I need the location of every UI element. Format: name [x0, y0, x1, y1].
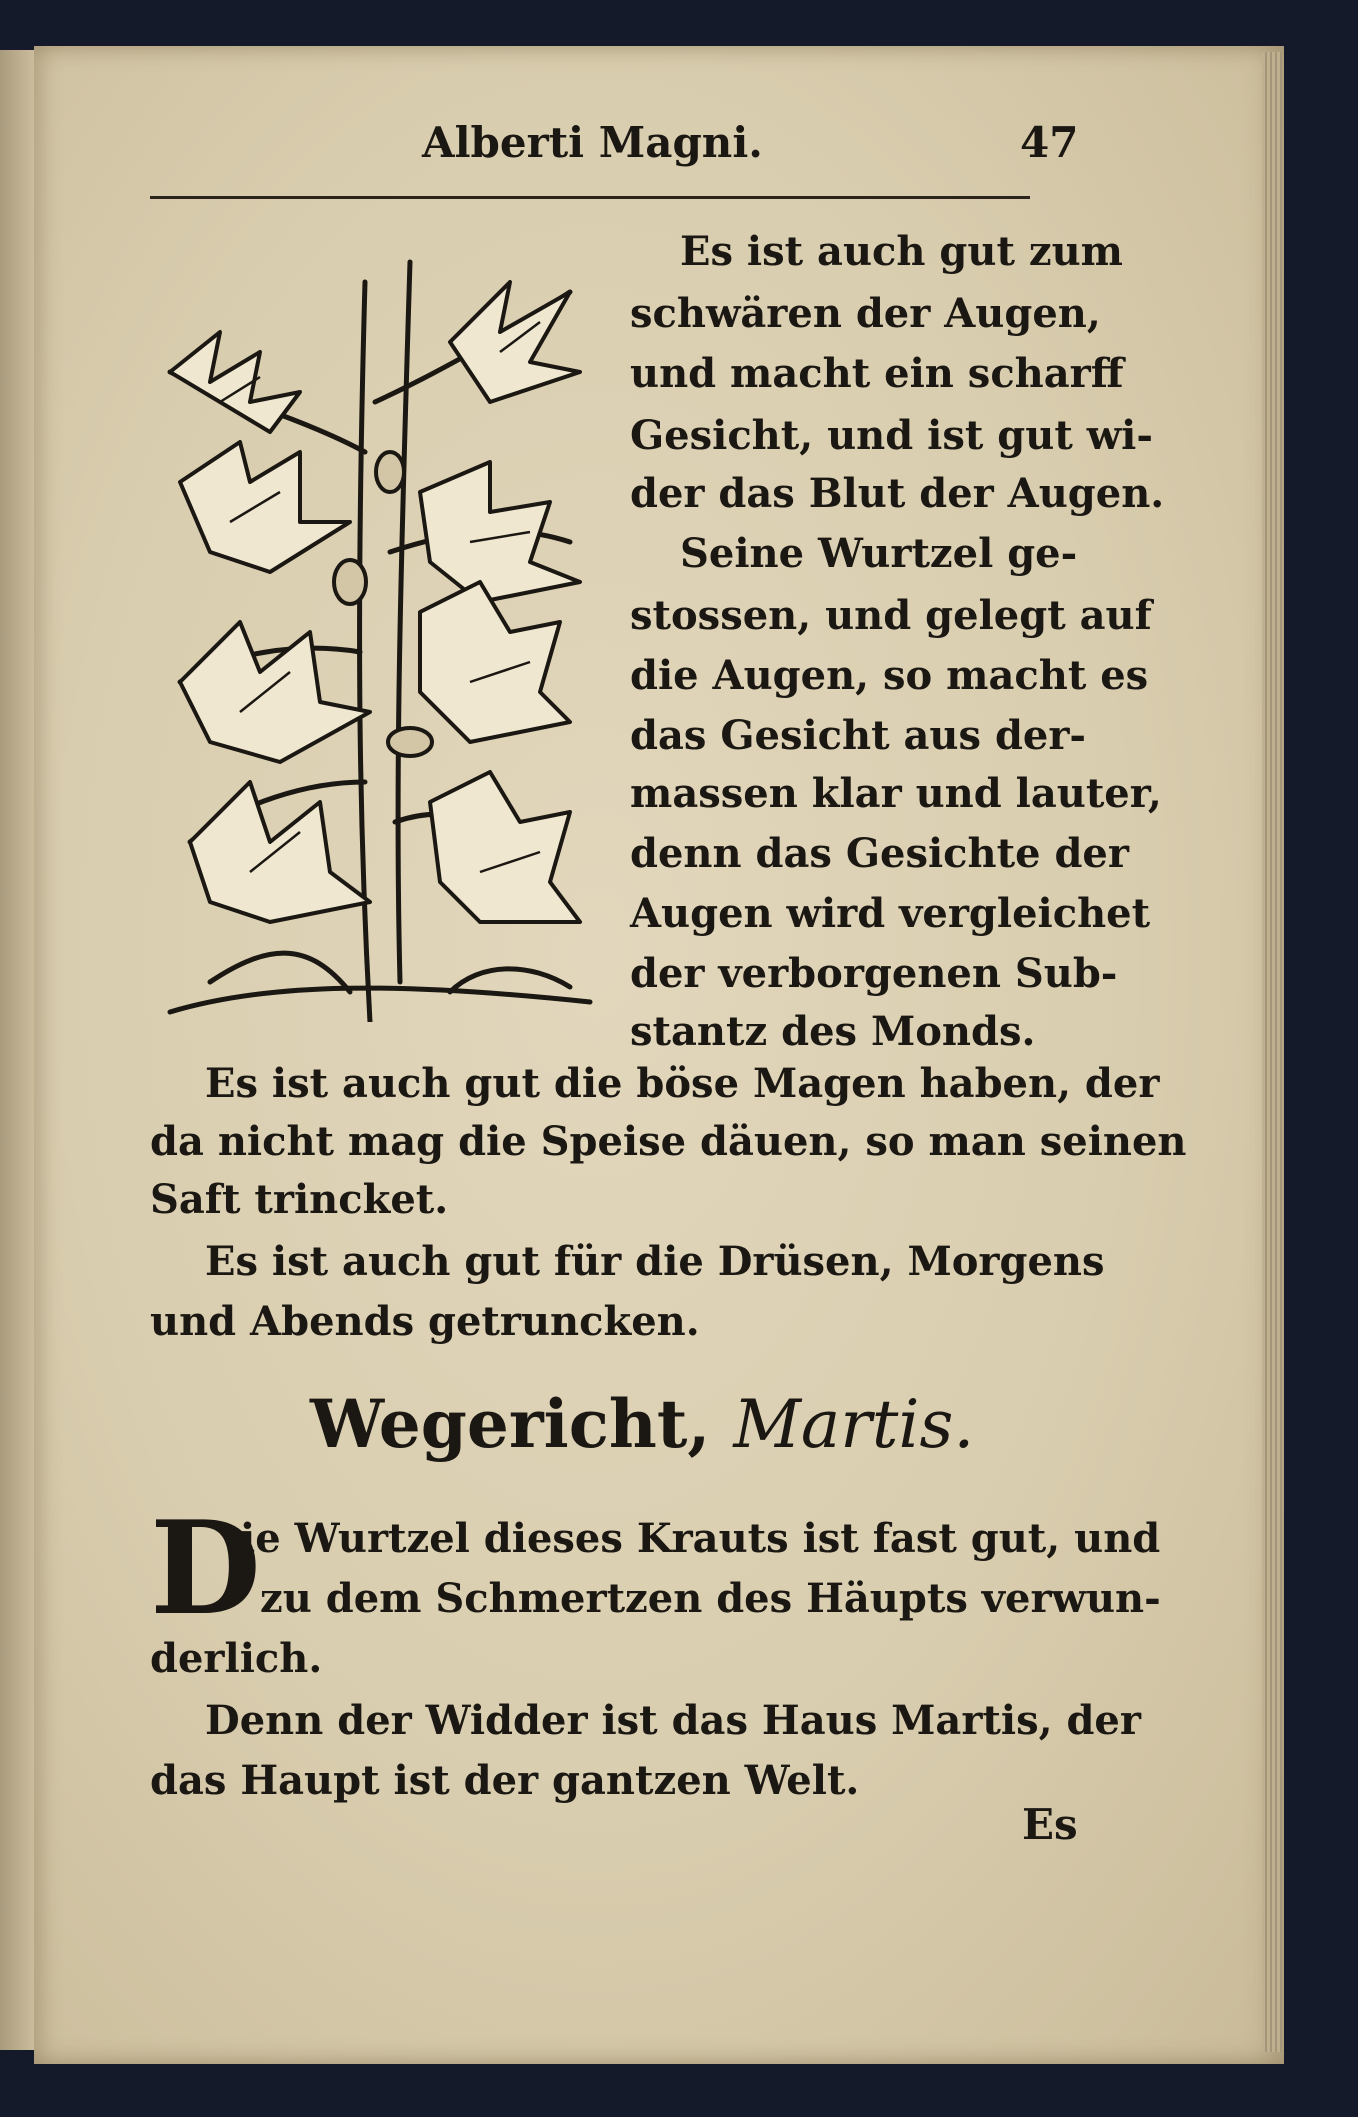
text-line: der das Blut der Augen.	[630, 470, 1165, 517]
section-heading	[310, 1385, 974, 1463]
text-line: zu dem Schmertzen des Häupts verwun-	[260, 1575, 1161, 1622]
text-line: und macht ein scharff	[630, 350, 1124, 397]
text-line: denn das Gesichte der	[630, 830, 1129, 877]
text-line: Es ist auch gut zum	[680, 228, 1123, 275]
running-header: Alberti Magni.	[422, 118, 763, 167]
text-line: massen klar und lauter,	[630, 770, 1162, 817]
text-line: das Haupt ist der gantzen Welt.	[150, 1757, 860, 1804]
text-line: der verborgenen Sub-	[630, 950, 1118, 997]
facing-page-edge	[0, 50, 34, 2050]
page-fore-edge	[1262, 52, 1282, 2052]
header-rule	[150, 196, 1030, 199]
text-line: und Abends getruncken.	[150, 1298, 700, 1345]
text-line: stantz des Monds.	[630, 1008, 1036, 1055]
catchword: Es	[1022, 1800, 1078, 1849]
text-line: da nicht mag die Speise däuen, so man seinen	[150, 1118, 1187, 1165]
text-line: Seine Wurtzel ge-	[680, 530, 1078, 577]
heading-german: Wegericht,	[310, 1385, 711, 1463]
text-line: stossen, und gelegt auf	[630, 592, 1152, 639]
text-line: Gesicht, und ist gut wi-	[630, 412, 1153, 459]
drop-capital: D	[150, 1494, 261, 1644]
heading-latin: Martis.	[733, 1386, 975, 1463]
text-line: Es ist auch gut für die Drüsen, Morgens	[205, 1238, 1105, 1285]
text-line: ie Wurtzel dieses Krauts ist fast gut, und	[240, 1515, 1161, 1562]
text-line: das Gesicht aus der-	[630, 712, 1087, 759]
text-line: Denn der Widder ist das Haus Martis, der	[205, 1697, 1141, 1744]
text-line: Es ist auch gut die böse Magen haben, der	[205, 1060, 1160, 1107]
text-line: derlich.	[150, 1635, 323, 1682]
text-line: schwären der Augen,	[630, 290, 1101, 337]
text-line: Saft trincket.	[150, 1176, 449, 1223]
page-number: 47	[1020, 118, 1079, 167]
text-line: die Augen, so macht es	[630, 652, 1149, 699]
plant-woodcut-icon	[150, 222, 620, 1022]
text-line: Augen wird vergleichet	[630, 890, 1151, 937]
